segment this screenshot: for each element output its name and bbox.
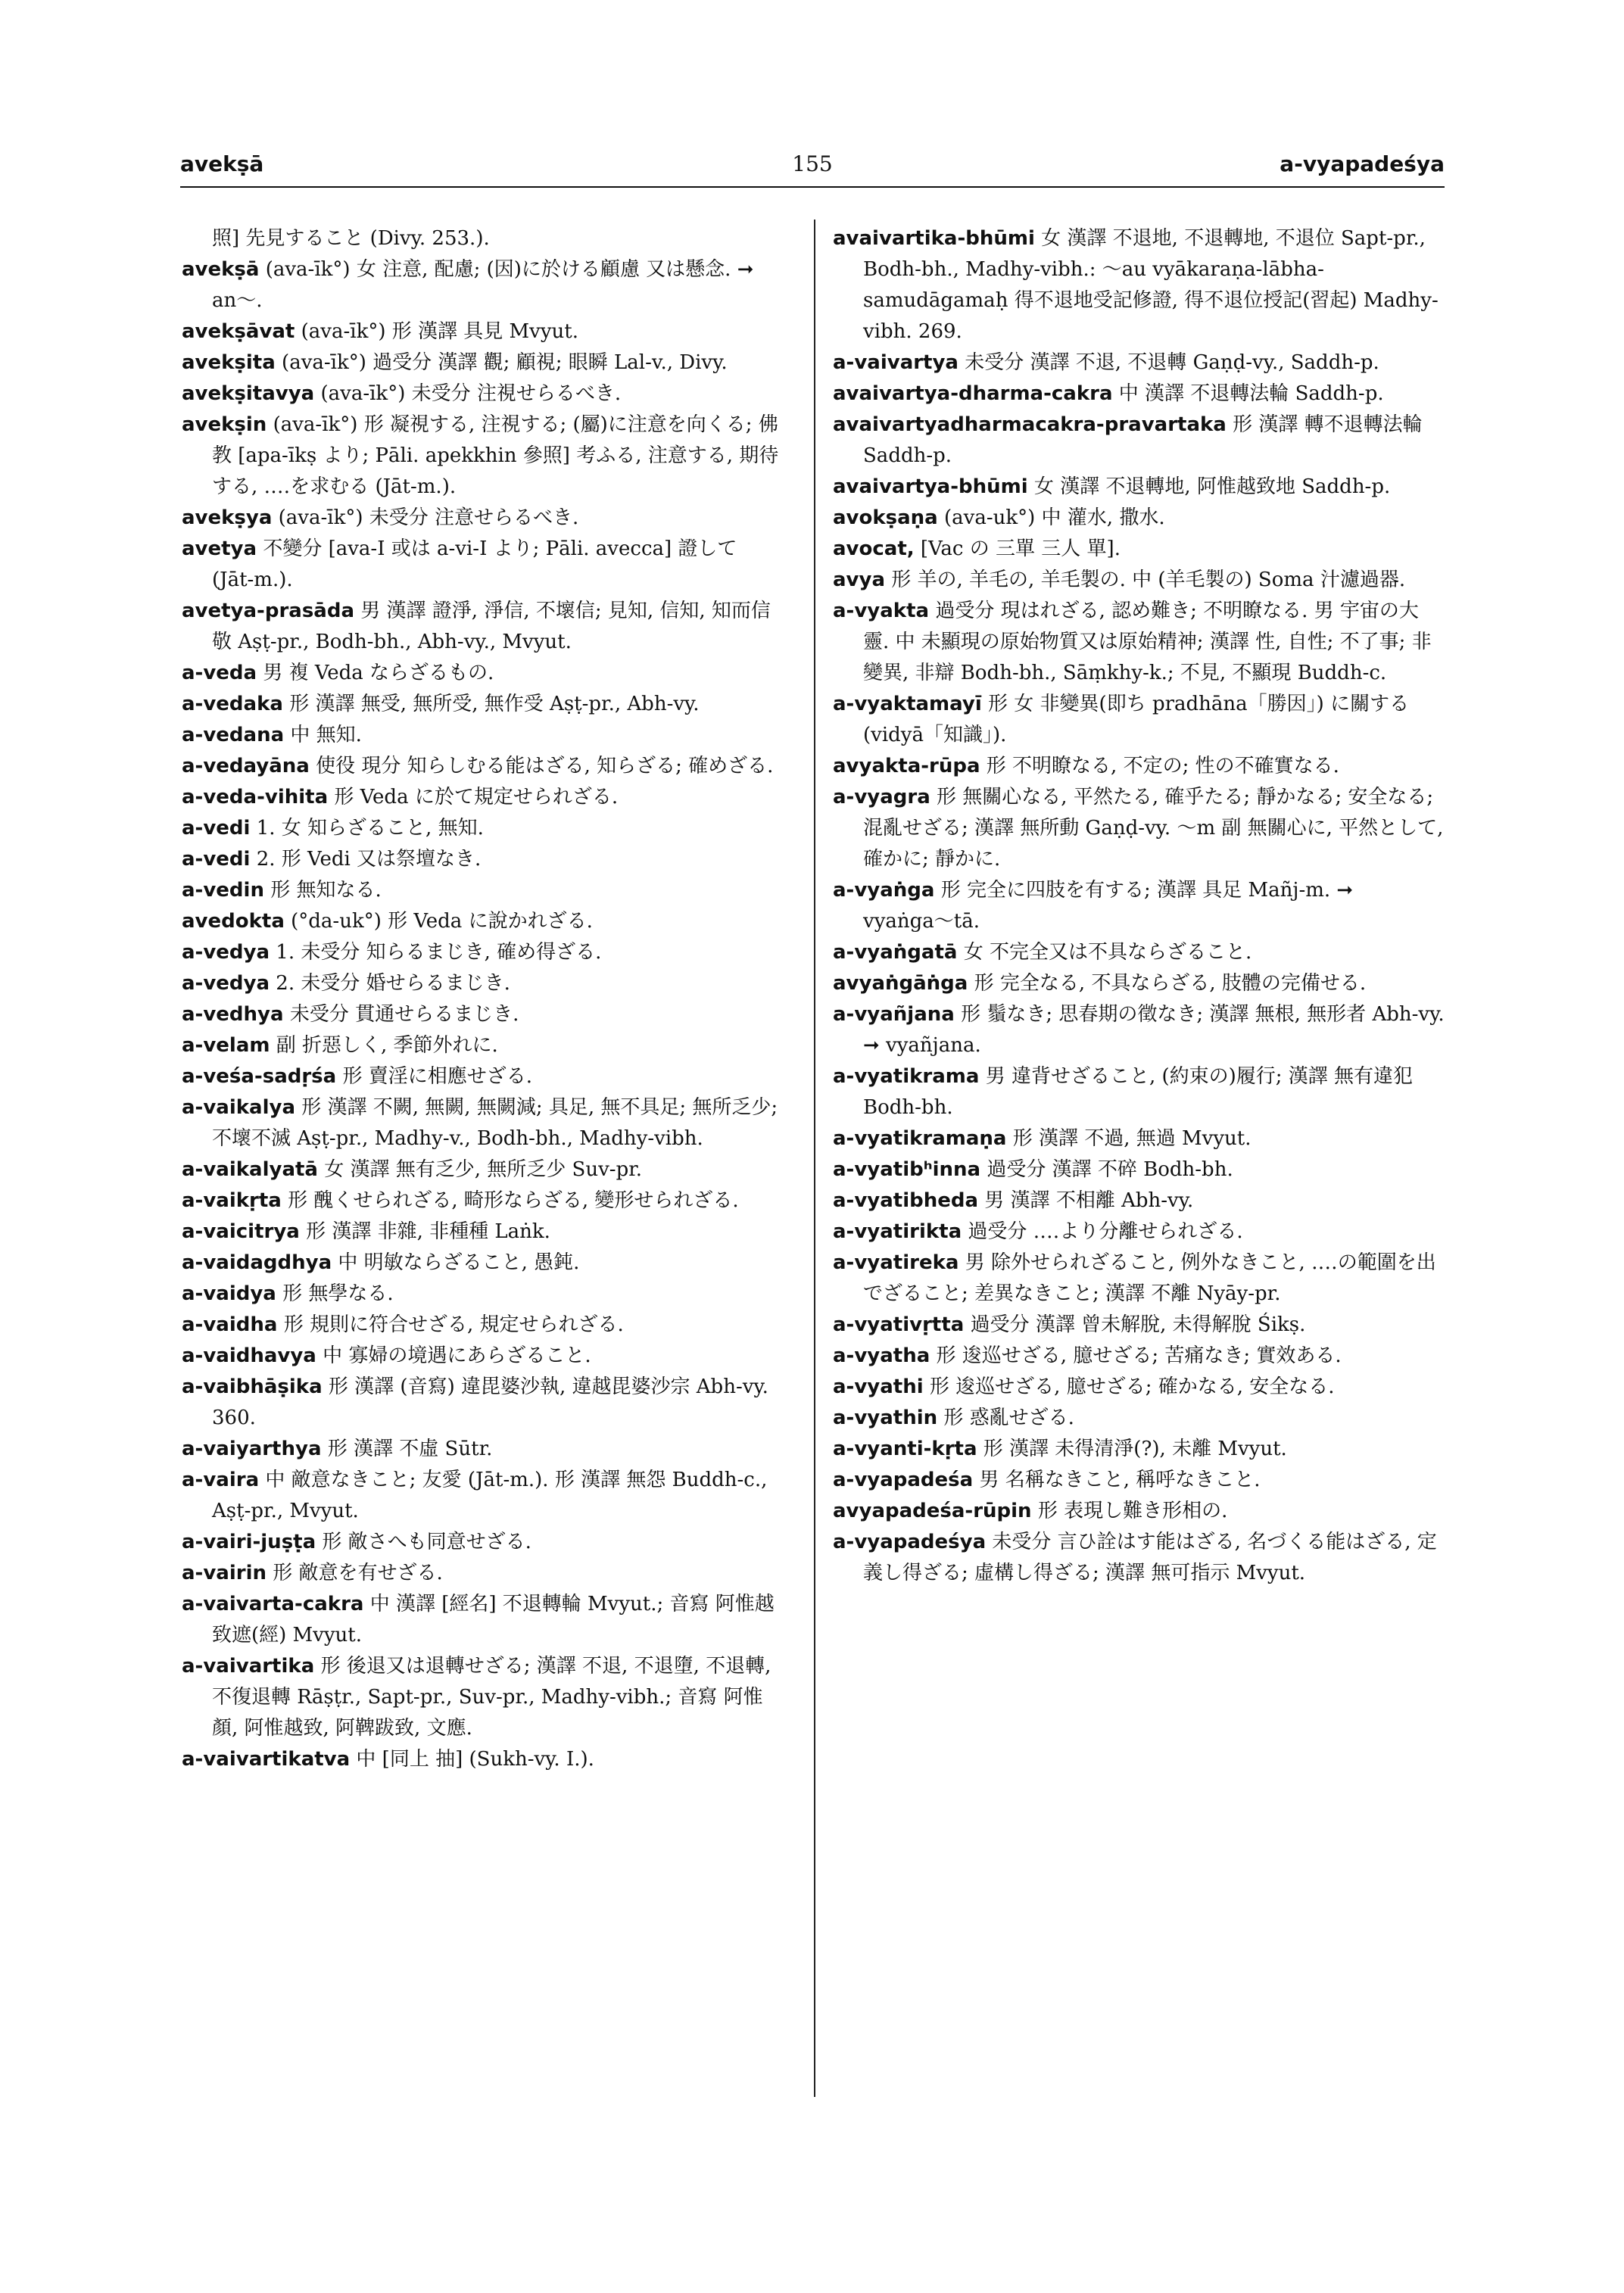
entry-definition: 過受分 漢譯 曾未解脫, 未得解脫 Śikṣ.: [970, 1313, 1306, 1336]
entry-headword: a-vyathin: [833, 1407, 938, 1429]
entry-definition: 中 無知.: [290, 724, 362, 746]
entry-headword: avekṣin: [182, 413, 267, 436]
dictionary-entry: [182, 410, 784, 503]
entry-definition: 1. 女 知らざること, 無知.: [256, 817, 484, 840]
entry-definition: 形 鬚なき; 思春期の徵なき; 漢譯 無根, 無形者 Abh-vy. ➞ vyañjana.: [863, 1003, 1445, 1057]
dictionary-entry: [182, 1030, 784, 1061]
header-rule: [180, 186, 1445, 188]
entry-definition: 女 漢譯 無有乏少, 無所乏少 Suv-pr.: [324, 1158, 643, 1181]
entry-headword: avetya: [182, 537, 257, 560]
page-header: [180, 151, 1445, 189]
dictionary-entry: [182, 937, 784, 968]
entry-definition: 過受分 ‥‥より分離せられざる.: [968, 1220, 1243, 1243]
dictionary-entry: [182, 1217, 784, 1248]
dictionary-entry: [182, 347, 784, 379]
entry-definition: 形 漢譯 轉不退轉法輪 Saddh-p.: [863, 413, 1423, 467]
entry-definition: 形 不明瞭なる, 不定の; 性の不確實なる.: [986, 755, 1339, 777]
entry-definition: 未受分 言ひ詮はす能はざる, 名づくる能はざる, 定義し得ざる; 虛構し得ざる; 漢譯 無可指示 Mvyut.: [863, 1531, 1437, 1584]
dictionary-entry: [182, 1744, 784, 1775]
entry-definition: 女 不完全又は不具ならざること.: [963, 941, 1252, 964]
entry-definition: 形 惑亂せざる.: [943, 1407, 1074, 1429]
dictionary-entry: [182, 720, 784, 751]
page-number: 155: [792, 151, 833, 176]
entry-headword: avyapadeśa-rūpin: [833, 1500, 1032, 1522]
dictionary-entry: [182, 658, 784, 689]
entry-headword: a-vaikalyatā: [182, 1158, 318, 1181]
column-divider: [814, 220, 815, 2097]
dictionary-entry: [833, 1434, 1445, 1465]
entry-headword: avaivartya-bhūmi: [833, 475, 1028, 498]
entry-headword: a-vyatha: [833, 1344, 930, 1367]
entry-headword: a-vedana: [182, 724, 285, 746]
dictionary-entry: [833, 1341, 1445, 1372]
dictionary-entry: [833, 1465, 1445, 1496]
dictionary-entry: [182, 379, 784, 410]
dictionary-entry: [182, 1558, 784, 1589]
entry-definition: 形 漢譯 不虛 Sūtr.: [327, 1438, 493, 1460]
entry-headword: a-vyanti-kṛta: [833, 1438, 977, 1460]
dictionary-entry: [182, 534, 784, 596]
entry-headword: a-vaidhavya: [182, 1344, 316, 1367]
dictionary-entry: [182, 999, 784, 1030]
entry-headword: a-vedin: [182, 879, 264, 902]
entry-definition: [Vac の 三單 三人 單].: [920, 537, 1121, 560]
entry-definition: (ava-īk°) 形 漢譯 具見 Mvyut.: [301, 320, 578, 343]
dictionary-entry: [833, 223, 1445, 347]
entry-definition: 形 完全に四肢を有する; 漢譯 具足 Mañj-m. ➞ vyaṅga〜tā.: [863, 879, 1354, 933]
entry-headword: avya: [833, 569, 885, 591]
entry-definition: 2. 形 Vedi 又は祭壇なき.: [256, 848, 482, 871]
entry-definition: 形 規則に符合せざる, 規定せられざる.: [283, 1313, 624, 1336]
entry-definition: 形 無關心なる, 平然たる, 確乎たる; 靜かなる; 安全なる; 混亂せざる; 漢譯 無所動 Gaṇḍ-vy. 〜m 副 無關心に, 平然として, 確かに; 靜かに.: [863, 786, 1444, 871]
entry-headword: a-velam: [182, 1034, 270, 1057]
entry-definition: 形 表現し難き形相の.: [1037, 1500, 1228, 1522]
entry-headword: a-vyaktamayī: [833, 693, 982, 715]
entry-headword: a-vedi: [182, 817, 251, 840]
dictionary-entry: [182, 254, 784, 316]
dictionary-entry: [833, 782, 1445, 875]
entry-headword: a-vyatirikta: [833, 1220, 962, 1243]
entry-definition: 形 敵さへも同意せざる.: [322, 1531, 531, 1553]
entry-definition: 男 複 Veda ならざるもの.: [263, 662, 494, 684]
dictionary-entry: [833, 410, 1445, 472]
entry-headword: avyaṅgāṅga: [833, 972, 968, 995]
entry-headword: a-vaira: [182, 1469, 260, 1491]
entry-definition: 形 羊の, 羊毛の, 羊毛製の. 中 (羊毛製の) Soma 汁濾過器.: [891, 569, 1406, 591]
entry-definition: 形 漢譯 不過, 無過 Mvyut.: [1012, 1127, 1252, 1150]
entry-headword: a-vyathi: [833, 1375, 924, 1398]
entry-headword: a-vyapadeśya: [833, 1531, 987, 1553]
dictionary-entry: [833, 968, 1445, 999]
dictionary-entry: [833, 999, 1445, 1061]
entry-headword: a-vaibhāṣika: [182, 1375, 323, 1398]
entry-headword: a-vyatibʰinna: [833, 1158, 981, 1181]
dictionary-entry: [182, 1310, 784, 1341]
dictionary-entry: [833, 937, 1445, 968]
right-column: [833, 223, 1445, 1589]
dictionary-entry: [182, 1248, 784, 1279]
dictionary-entry: [833, 751, 1445, 782]
entry-definition: 照] 先見すること (Divy. 253.).: [212, 227, 490, 250]
entry-definition: 中 敵意なきこと; 友愛 (Jāt-m.). 形 漢譯 無怨 Buddh-c., Aṣṭ-pr., Mvyut.: [212, 1469, 768, 1522]
dictionary-entry: [182, 782, 784, 813]
dictionary-entry: [833, 347, 1445, 379]
entry-definition: 未受分 漢譯 不退, 不退轉 Gaṇḍ-vy., Saddh-p.: [965, 351, 1379, 374]
entry-definition: 中 明敏ならざること, 愚鈍.: [338, 1251, 580, 1274]
entry-headword: a-vyativṛtta: [833, 1313, 965, 1336]
dictionary-entry: [182, 751, 784, 782]
entry-headword: a-vaivartya: [833, 351, 959, 374]
entry-definition: 形 漢譯 不闕, 無闕, 無闕減; 具足, 無不具足; 無所乏少; 不壞不滅 Aṣṭ-pr., Madhy-v., Bodh-bh., Madhy-vibh.: [212, 1096, 778, 1150]
dictionary-entry: [182, 1341, 784, 1372]
entry-definition: (°da-uk°) 形 Veda に說かれざる.: [291, 910, 593, 933]
entry-headword: avyakta-rūpa: [833, 755, 980, 777]
entry-definition: 男 名稱なきこと, 稱呼なきこと.: [979, 1469, 1261, 1491]
entry-headword: a-vaidha: [182, 1313, 278, 1336]
entry-definition: 形 完全なる, 不具ならざる, 肢體の完備せる.: [974, 972, 1367, 995]
dictionary-entry: [833, 1248, 1445, 1310]
entry-headword: a-vyatibheda: [833, 1189, 979, 1212]
entry-headword: a-vaivartika: [182, 1655, 315, 1678]
entry-definition: 男 漢譯 不相離 Abh-vy.: [984, 1189, 1194, 1212]
entry-definition: 中 漢譯 [經名] 不退轉輪 Mvyut.; 音寫 阿惟越致遮(經) Mvyut.: [212, 1593, 775, 1647]
entry-definition: 男 違背せざること, (約束の)履行; 漢譯 無有違犯 Bodh-bh.: [863, 1065, 1414, 1119]
entry-headword: avaivartyadharmacakra-pravartaka: [833, 413, 1227, 436]
entry-headword: avekṣya: [182, 506, 273, 529]
entry-headword: a-vaikṛta: [182, 1189, 282, 1212]
entry-headword: a-vaivarta-cakra: [182, 1593, 364, 1615]
entry-definition: (ava-īk°) 形 凝視する, 注視する; (屬)に注意を向くる; 佛教 [apa-īkṣ より; Pāli. apekkhin 參照] 考ふる, 注意する, 期待する, ‥‥を求むる (Jāt-m.).: [212, 413, 779, 498]
entry-headword: a-vyatikrama: [833, 1065, 980, 1088]
entry-definition: 形 無學なる.: [282, 1282, 394, 1305]
entry-headword: a-vyatireka: [833, 1251, 959, 1274]
entry-headword: avocat,: [833, 537, 915, 560]
dictionary-entry: [182, 968, 784, 999]
dictionary-entry: [833, 875, 1445, 937]
dictionary-entry: [182, 1434, 784, 1465]
dictionary-entry: [182, 1589, 784, 1651]
entry-headword: a-vaiyarthya: [182, 1438, 322, 1460]
entry-definition: (ava-īk°) 未受分 注意せらるべき.: [278, 506, 579, 529]
entry-definition: (ava-īk°) 未受分 注視せらるべき.: [320, 382, 622, 405]
entry-headword: a-vyagra: [833, 786, 930, 808]
entry-definition: 2. 未受分 婚せらるまじき.: [276, 972, 510, 995]
dictionary-entry: [182, 1061, 784, 1092]
dictionary-entry: [182, 596, 784, 658]
entry-headword: a-vyaṅga: [833, 879, 935, 902]
dictionary-entry: [833, 472, 1445, 503]
entry-headword: a-vaikalya: [182, 1096, 295, 1119]
dictionary-entry: [182, 875, 784, 906]
dictionary-entry: [833, 534, 1445, 565]
dictionary-entry: [182, 1092, 784, 1154]
dictionary-entry: [833, 565, 1445, 596]
dictionary-entry: [182, 1465, 784, 1527]
entry-definition: 形 漢譯 非雜, 非種種 Laṅk.: [306, 1220, 550, 1243]
entry-definition: 中 [同上 抽] (Sukh-vy. I.).: [356, 1748, 594, 1771]
dictionary-entry: [182, 1154, 784, 1185]
entry-headword: avokṣaṇa: [833, 506, 938, 529]
entry-headword: a-vaivartikatva: [182, 1748, 351, 1771]
entry-definition: 女 漢譯 不退轉地, 阿惟越致地 Saddh-p.: [1033, 475, 1391, 498]
entry-definition: 中 寡婦の境遇にあらざること.: [323, 1344, 591, 1367]
entry-definition: 形 無知なる.: [270, 879, 382, 902]
dictionary-entry: [833, 1061, 1445, 1123]
entry-headword: avetya-prasāda: [182, 600, 354, 622]
entry-definition: 女 漢譯 不退地, 不退轉地, 不退位 Sapt-pr., Bodh-bh., Madhy-vibh.: 〜au vyākaraṇa-lābha-samudāgamaḥ 得不退地受記修證, 得不退位授記(習起) Madhy-vibh. 269.: [863, 227, 1439, 343]
entry-definition: 形 逡巡せざる, 臆せざる; 確かなる, 安全なる.: [929, 1375, 1335, 1398]
entry-definition: 形 漢譯 未得清淨(?), 未離 Mvyut.: [983, 1438, 1287, 1460]
entry-headword: avekṣā: [182, 258, 260, 281]
left-column: [182, 223, 784, 1775]
entry-headword: a-vyañjana: [833, 1003, 955, 1026]
dictionary-entry: [833, 689, 1445, 751]
dictionary-entry: [182, 1651, 784, 1744]
header-right-headword: a-vyapadeśya: [1280, 151, 1445, 176]
dictionary-entry: [833, 596, 1445, 689]
dictionary-entry: [833, 1527, 1445, 1589]
dictionary-entry: [182, 1185, 784, 1217]
dictionary-entry: [182, 813, 784, 844]
entry-headword: a-vedya: [182, 972, 270, 995]
entry-definition: 形 Veda に於て規定せられざる.: [334, 786, 619, 808]
entry-headword: a-vyatikramaṇa: [833, 1127, 1007, 1150]
dictionary-entry: [182, 906, 784, 937]
entry-definition: (ava-īk°) 過受分 漢譯 觀; 顧視; 眼瞬 Lal-v., Divy.: [282, 351, 728, 374]
entry-headword: a-veda-vihita: [182, 786, 329, 808]
dictionary-entry: [833, 1403, 1445, 1434]
entry-definition: 形 女 非變異(即ち pradhāna「勝因」) に關する (vidyā「知識」).: [863, 693, 1410, 746]
entry-headword: a-vedya: [182, 941, 270, 964]
entry-definition: (ava-uk°) 中 灌水, 撒水.: [944, 506, 1165, 529]
entry-definition: 形 敵意を有せざる.: [273, 1562, 443, 1584]
entry-headword: avedokta: [182, 910, 285, 933]
entry-headword: a-vaicitrya: [182, 1220, 300, 1243]
dictionary-entry: [182, 223, 784, 254]
dictionary-entry: [182, 1372, 784, 1434]
dictionary-entry: [182, 316, 784, 347]
entry-definition: 形 漢譯 無受, 無所受, 無作受 Aṣṭ-pr., Abh-vy.: [289, 693, 700, 715]
dictionary-entry: [833, 1372, 1445, 1403]
entry-definition: 中 漢譯 不退轉法輪 Saddh-p.: [1118, 382, 1384, 405]
header-left-headword: avekṣā: [180, 151, 264, 176]
dictionary-entry: [182, 844, 784, 875]
entry-definition: 過受分 漢譯 不碎 Bodh-bh.: [987, 1158, 1233, 1181]
dictionary-entry: [182, 689, 784, 720]
entry-definition: 形 賣淫に相應せざる.: [342, 1065, 533, 1088]
entry-definition: 形 漢譯 (音寫) 違毘婆沙執, 違越毘婆沙宗 Abh-vy. 360.: [212, 1375, 768, 1429]
dictionary-entry: [182, 1279, 784, 1310]
dictionary-entry: [833, 1310, 1445, 1341]
entry-definition: 不變分 [ava-I 或は a-vi-I より; Pāli. avecca] 證して (Jāt-m.).: [212, 537, 737, 591]
dictionary-entry: [833, 503, 1445, 534]
entry-headword: a-vyakta: [833, 600, 930, 622]
entry-headword: avekṣāvat: [182, 320, 295, 343]
entry-headword: a-vairin: [182, 1562, 267, 1584]
entry-definition: 過受分 現はれざる, 認め難き; 不明瞭なる. 男 宇宙の大靈. 中 未顯現の原始物質又は原始精神; 漢譯 性, 自性; 不了事; 非變異, 非辯 Bodh-bh., Sāṃkhy-k.; 不見, 不顯現 Buddh-c.: [863, 600, 1432, 684]
entry-headword: avaivartya-dharma-cakra: [833, 382, 1113, 405]
entry-headword: a-vedi: [182, 848, 251, 871]
entry-headword: a-vyaṅgatā: [833, 941, 958, 964]
entry-headword: a-vedhya: [182, 1003, 284, 1026]
dictionary-entry: [833, 1185, 1445, 1217]
dictionary-entry: [833, 1123, 1445, 1154]
dictionary-entry: [182, 1527, 784, 1558]
entry-definition: (ava-īk°) 女 注意, 配慮; (因)に於ける顧慮 又は懸念. ➞ an〜.: [212, 258, 754, 312]
dictionary-entry: [833, 1496, 1445, 1527]
entry-definition: 1. 未受分 知らるまじき, 確め得ざる.: [276, 941, 602, 964]
entry-headword: a-vairi-juṣṭa: [182, 1531, 316, 1553]
entry-definition: 形 醜くせられざる, 畸形ならざる, 變形せられざる.: [288, 1189, 739, 1212]
entry-headword: a-vedayāna: [182, 755, 310, 777]
dictionary-entry: [833, 1154, 1445, 1185]
entry-definition: 男 除外せられざること, 例外なきこと, ‥‥の範圍を出でざること; 差異なきこと; 漢譯 不離 Nyāy-pr.: [863, 1251, 1436, 1305]
entry-headword: a-vaidya: [182, 1282, 276, 1305]
entry-definition: 男 漢譯 證淨, 淨信, 不壞信; 見知, 信知, 知而信敬 Aṣṭ-pr., Bodh-bh., Abh-vy., Mvyut.: [212, 600, 771, 653]
entry-definition: 形 後退又は退轉せざる; 漢譯 不退, 不退墮, 不退轉, 不復退轉 Rāṣṭr., Sapt-pr., Suv-pr., Madhy-vibh.; 音寫 阿惟顏, 阿惟越致, 阿鞞跋致, 文應.: [212, 1655, 771, 1740]
dictionary-entry: [833, 379, 1445, 410]
entry-headword: avekṣitavya: [182, 382, 315, 405]
dictionary-entry: [833, 1217, 1445, 1248]
entry-headword: avekṣita: [182, 351, 276, 374]
entry-definition: 未受分 貫通せらるまじき.: [289, 1003, 519, 1026]
entry-headword: avaivartika-bhūmi: [833, 227, 1035, 250]
entry-headword: a-vaidagdhya: [182, 1251, 332, 1274]
entry-headword: a-vedaka: [182, 693, 283, 715]
dictionary-entry: [182, 503, 784, 534]
entry-definition: 副 折惡しく, 季節外れに.: [276, 1034, 498, 1057]
entry-definition: 使役 現分 知らしむる能はざる, 知らざる; 確めざる.: [316, 755, 774, 777]
entry-headword: a-veśa-sadṛśa: [182, 1065, 337, 1088]
entry-headword: a-veda: [182, 662, 257, 684]
entry-headword: a-vyapadeśa: [833, 1469, 974, 1491]
entry-definition: 形 逡巡せざる, 臆せざる; 苦痛なき; 實效ある.: [936, 1344, 1342, 1367]
